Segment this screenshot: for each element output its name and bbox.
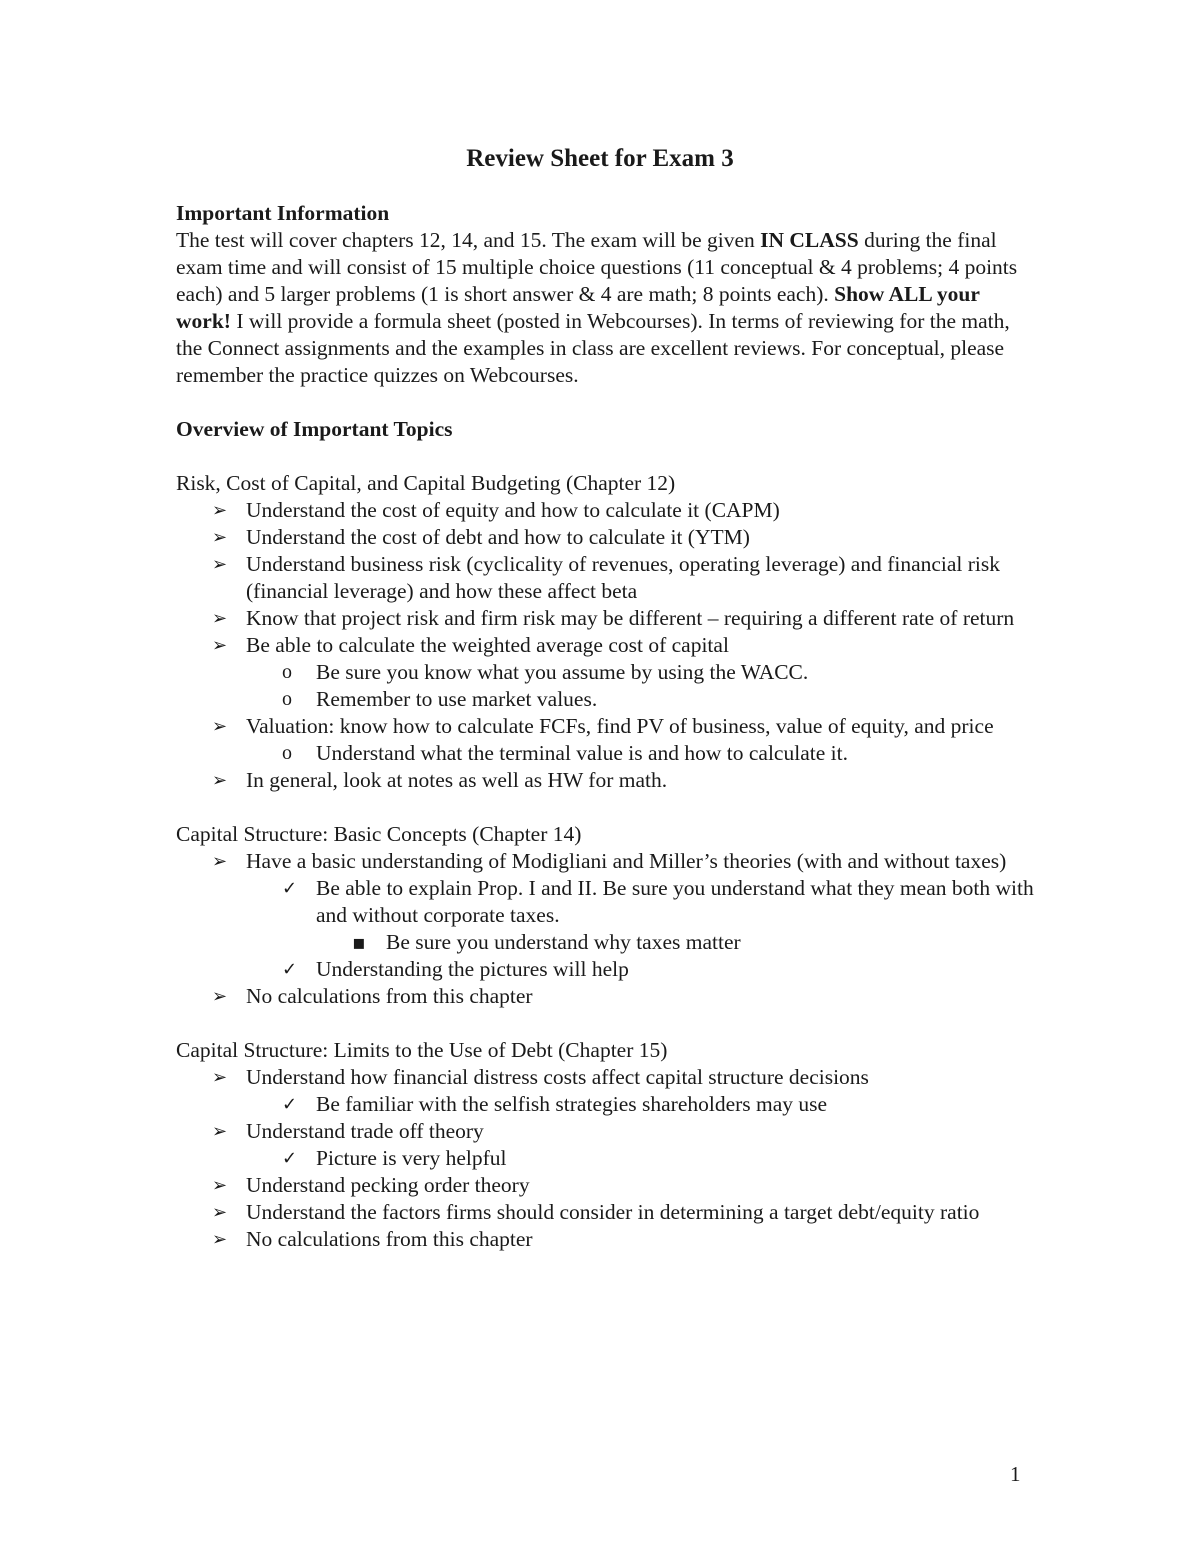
square-bullet-icon (352, 929, 376, 957)
list-item (176, 1172, 1036, 1199)
list-item (176, 524, 1036, 551)
sub-list-item-text: Remember to use market values. (316, 687, 598, 711)
checkmark-icon (282, 1091, 306, 1118)
chapter-15-list (176, 1064, 1036, 1253)
circle-bullet-icon (282, 740, 306, 767)
sub-list-item (246, 1091, 1036, 1118)
arrow-bullet-icon (212, 551, 236, 578)
mm-sublist (246, 875, 1036, 983)
list-item (176, 497, 1036, 524)
list-item-text: No calculations from this chapter (246, 1227, 533, 1251)
info-text-1: The test will cover chapters 12, 14, and 15. The exam will be given (176, 228, 761, 252)
sub-list-item-text: Understanding the pictures will help (316, 957, 629, 981)
distress-sublist (246, 1091, 1036, 1118)
sub-sub-list-item (316, 929, 1036, 956)
checkmark-icon (282, 875, 306, 902)
arrow-bullet-icon (212, 497, 236, 524)
info-text-3: I will provide a formula sheet (posted in Webcourses). In terms of reviewing for the math, the Connect assignments and the examples in class are excellent reviews. For conceptual, please remember the practice quizzes on Webcourses. (176, 309, 1010, 387)
list-item (176, 767, 1036, 794)
list-item (176, 848, 1036, 983)
circle-bullet-icon (282, 686, 306, 713)
sub-list-item (246, 1145, 1036, 1172)
list-item-text: Valuation: know how to calculate FCFs, find PV of business, value of equity, and price (246, 714, 994, 738)
arrow-bullet-icon (212, 1064, 236, 1091)
chapter-14-list (176, 848, 1036, 1010)
sub-list-item (246, 686, 1036, 713)
list-item (176, 605, 1036, 632)
sub-list-item-text: Picture is very helpful (316, 1146, 507, 1170)
arrow-bullet-icon (212, 713, 236, 740)
sub-list-item (246, 659, 1036, 686)
checkmark-icon (282, 956, 306, 983)
list-item-text: Understand the factors firms should consider in determining a target debt/equity ratio (246, 1200, 980, 1224)
section-title-chapter-12: Risk, Cost of Capital, and Capital Budgeting (Chapter 12) (176, 471, 676, 495)
list-item-text: Understand pecking order theory (246, 1173, 530, 1197)
sub-list-item-text: Be sure you know what you assume by using the WACC. (316, 660, 809, 684)
list-item-text: Understand how financial distress costs affect capital structure decisions (246, 1065, 869, 1089)
sub-sub-list-item-text: Be sure you understand why taxes matter (386, 930, 741, 954)
arrow-bullet-icon (212, 1226, 236, 1253)
section-title-chapter-15: Capital Structure: Limits to the Use of Debt (Chapter 15) (176, 1038, 668, 1062)
list-item (176, 1064, 1036, 1118)
list-item-text: Be able to calculate the weighted average cost of capital (246, 633, 729, 657)
list-item (176, 713, 1036, 767)
sub-list-item (246, 956, 1036, 983)
list-item-text: Understand the cost of equity and how to calculate it (CAPM) (246, 498, 780, 522)
arrow-bullet-icon (212, 983, 236, 1010)
list-item-text: Understand trade off theory (246, 1119, 484, 1143)
info-text-2: during the final exam time and will consist of 15 multiple choice questions (11 conceptual & 4 problems; 4 points each) and 5 larger problems (1 is short answer & 4 are math; 8 points each). (176, 228, 1018, 306)
list-item-text: In general, look at notes as well as HW for math. (246, 768, 668, 792)
circle-bullet-icon (282, 659, 306, 686)
arrow-bullet-icon (212, 767, 236, 794)
list-item (176, 983, 1036, 1010)
info-bold-show-work: Show ALL your work! (176, 282, 980, 333)
section-title-chapter-14: Capital Structure: Basic Concepts (Chapter 14) (176, 822, 582, 846)
page-title: Review Sheet for Exam 3 (466, 145, 734, 172)
arrow-bullet-icon (212, 1199, 236, 1226)
chapter-12-list (176, 497, 1036, 794)
list-item (176, 1199, 1036, 1226)
list-item (176, 1226, 1036, 1253)
list-item-text: No calculations from this chapter (246, 984, 533, 1008)
list-item (176, 632, 1036, 713)
important-info-heading: Important Information (176, 201, 390, 225)
list-item-text: Understand the cost of debt and how to calculate it (YTM) (246, 525, 750, 549)
info-bold-in-class: IN CLASS (760, 228, 859, 252)
sub-list-item (246, 740, 1036, 767)
sub-list-item-text: Understand what the terminal value is and how to calculate it. (316, 741, 848, 765)
taxes-sublist (316, 929, 1036, 956)
checkmark-icon (282, 1145, 306, 1172)
list-item (176, 1118, 1036, 1172)
sub-list-item-text: Be able to explain Prop. I and II. Be sure you understand what they mean both with and without corporate taxes. (316, 876, 1034, 927)
overview-heading: Overview of Important Topics (176, 417, 453, 441)
arrow-bullet-icon (212, 1172, 236, 1199)
arrow-bullet-icon (212, 848, 236, 875)
list-item-text: Know that project risk and firm risk may be different – requiring a different rate of return (246, 606, 1015, 630)
important-info-paragraph (176, 227, 1036, 389)
wacc-sublist (246, 659, 1036, 713)
sub-list-item-text: Be familiar with the selfish strategies shareholders may use (316, 1092, 828, 1116)
list-item-text: Understand business risk (cyclicality of revenues, operating leverage) and financial risk (financial leverage) and how these affect beta (246, 552, 1001, 603)
list-item (176, 551, 1036, 605)
tradeoff-sublist (246, 1145, 1036, 1172)
page-number: 1 (1010, 1462, 1021, 1486)
arrow-bullet-icon (212, 524, 236, 551)
list-item-text: Have a basic understanding of Modigliani and Miller’s theories (with and without taxes) (246, 849, 1007, 873)
sub-list-item (246, 875, 1036, 956)
arrow-bullet-icon (212, 1118, 236, 1145)
arrow-bullet-icon (212, 632, 236, 659)
arrow-bullet-icon (212, 605, 236, 632)
valuation-sublist (246, 740, 1036, 767)
document-body (176, 200, 1036, 1253)
